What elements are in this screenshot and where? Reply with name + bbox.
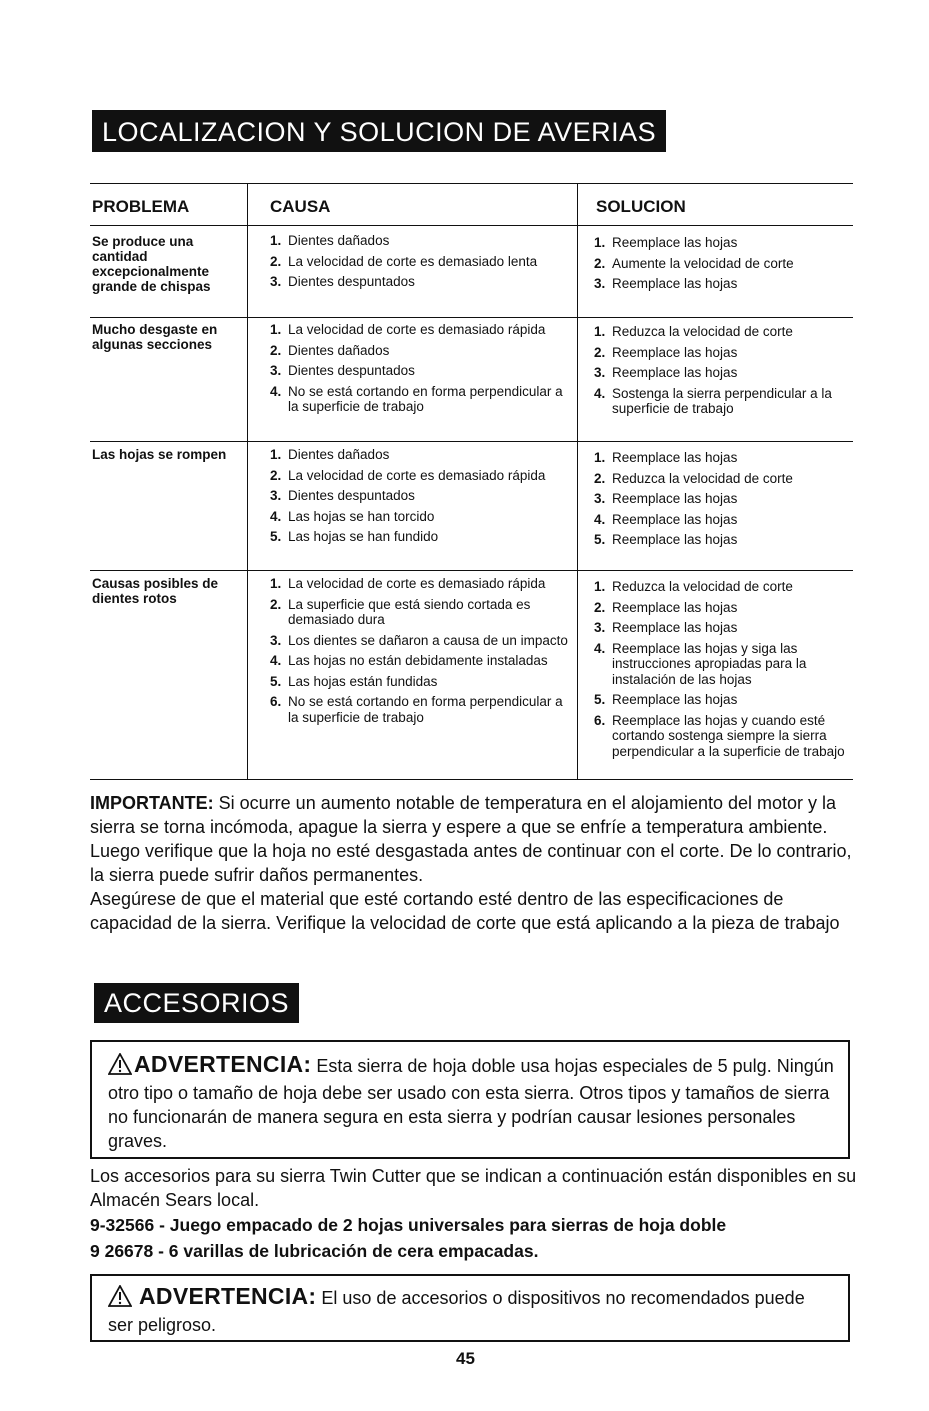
solution-item: [594, 620, 852, 636]
column-divider: [577, 183, 578, 779]
item-number: 1.: [594, 324, 606, 339]
item-number: 2.: [594, 344, 606, 360]
accessory-part-wax: 9 26678 - 6 varillas de lubricación de cera empacadas.: [90, 1241, 539, 1261]
item-text: No se está cortando en forma perpendicular a la superficie de trabajo: [288, 383, 563, 414]
column-divider: [247, 183, 248, 779]
item-text: Las hojas no están debidamente instaladas: [288, 653, 548, 668]
cause-item: [270, 674, 570, 690]
solution-item: [594, 579, 852, 595]
cause-item: [270, 529, 570, 545]
item-number: 2.: [594, 255, 606, 271]
item-text: Reemplace las hojas: [612, 276, 738, 291]
item-number: 1.: [270, 576, 282, 591]
cause-list: [270, 233, 570, 295]
cause-item: [270, 384, 570, 415]
item-text: La velocidad de corte es demasiado lenta: [288, 253, 538, 269]
item-text: Aumente la velocidad de corte: [612, 255, 794, 271]
item-text: Reemplace las hojas: [612, 599, 738, 615]
cause-list: [270, 322, 570, 420]
solution-item: [594, 600, 852, 616]
cause-item: [270, 447, 570, 463]
item-text: Las hojas se han torcido: [288, 508, 435, 524]
cause-item: [270, 488, 570, 504]
cause-item: [270, 363, 570, 379]
cause-item: [270, 274, 570, 290]
header-problema: PROBLEMA: [92, 197, 190, 216]
item-text: La velocidad de corte es demasiado rápida: [288, 576, 546, 591]
troubleshooting-table: [90, 183, 853, 779]
item-number: 4.: [594, 511, 606, 527]
item-number: 3.: [270, 363, 282, 378]
item-text: Reduzca la velocidad de corte: [612, 324, 793, 339]
troubleshooting-title: LOCALIZACION Y SOLUCION DE AVERIAS: [92, 110, 666, 152]
item-number: 3.: [270, 488, 282, 503]
item-number: 3.: [270, 632, 282, 648]
solution-item: [594, 450, 852, 466]
item-text: Dientes despuntados: [288, 488, 415, 503]
item-text: Las hojas están fundidas: [288, 673, 438, 689]
solution-item: [594, 324, 852, 340]
capacity-note: Asegúrese de que el material que esté cortando esté dentro de las especificaciones de capacidad de la sierra. Verifique la velocidad de corte que está aplicando a la pieza de trabajo: [90, 889, 840, 933]
row-rule: [90, 441, 853, 442]
item-number: 3.: [270, 274, 282, 289]
item-number: 1.: [270, 447, 282, 462]
cause-item: [270, 233, 570, 249]
item-number: 4.: [594, 640, 606, 656]
problem-cell: Mucho desgaste en algunas secciones: [92, 322, 218, 352]
item-number: 2.: [594, 599, 606, 615]
cause-list: [270, 447, 570, 550]
cause-item: [270, 254, 570, 270]
accessory-part-blades: 9-32566 - Juego empacado de 2 hojas universales para sierras de hoja doble: [90, 1215, 727, 1235]
item-number: 5.: [270, 673, 282, 689]
item-text: Dientes despuntados: [288, 274, 415, 289]
solution-item: [594, 386, 852, 417]
item-text: Dientes dañados: [288, 342, 390, 358]
important-label: IMPORTANTE:: [90, 793, 214, 813]
important-note: [90, 791, 860, 935]
cause-item: [270, 576, 570, 592]
cause-item: [270, 597, 570, 628]
item-number: 4.: [594, 385, 606, 401]
item-number: 1.: [594, 579, 606, 594]
cause-item: [270, 322, 570, 338]
table-bottom-rule: [90, 779, 853, 780]
item-text: Reemplace las hojas: [612, 620, 738, 635]
solution-item: [594, 365, 852, 381]
header-rule: [90, 225, 853, 226]
item-text: Reemplace las hojas: [612, 692, 738, 707]
item-number: 3.: [594, 276, 606, 291]
warning-label: ADVERTENCIA:: [139, 1283, 317, 1309]
cause-item: [270, 633, 570, 649]
cause-item: [270, 694, 570, 725]
item-text: No se está cortando en forma perpendicular a la superficie de trabajo: [288, 694, 563, 725]
problem-cell: Las hojas se rompen: [92, 447, 227, 462]
accessories-intro: Los accesorios para su sierra Twin Cutter que se indican a continuación están disponibles en su Almacén Sears local.: [90, 1166, 857, 1210]
item-number: 1.: [594, 235, 606, 250]
item-number: 5.: [594, 692, 606, 707]
item-text: Dientes dañados: [288, 233, 390, 248]
item-text: Reemplace las hojas: [612, 511, 738, 527]
solution-list: [594, 235, 852, 297]
solution-list: [594, 324, 852, 422]
item-number: 5.: [594, 532, 606, 547]
item-text: La velocidad de corte es demasiado rápida: [288, 467, 546, 483]
item-number: 2.: [270, 596, 282, 612]
item-number: 6.: [270, 694, 282, 709]
solution-list: [594, 450, 852, 553]
solution-item: [594, 471, 852, 487]
item-text: Las hojas se han fundido: [288, 529, 439, 544]
item-text: Reemplace las hojas: [612, 235, 738, 250]
item-text: Reduzca la velocidad de corte: [612, 579, 793, 594]
warning-triangle-icon: [108, 1285, 132, 1313]
item-text: Reemplace las hojas: [612, 450, 738, 465]
item-text: Los dientes se dañaron a causa de un impacto: [288, 632, 568, 648]
item-number: 5.: [270, 529, 282, 544]
cause-item: [270, 343, 570, 359]
solution-item: [594, 713, 852, 760]
item-text: Dientes despuntados: [288, 363, 415, 378]
item-number: 4.: [270, 383, 282, 399]
solution-item: [594, 256, 852, 272]
item-text: Reemplace las hojas y cuando esté cortando sostenga siempre la sierra perpendicular a la superficie de trabajo: [612, 712, 845, 759]
warning-box-accessories: [90, 1274, 850, 1342]
header-solucion: SOLUCION: [596, 197, 686, 216]
item-text: La superficie que está siendo cortada es demasiado dura: [288, 596, 531, 627]
solution-item: [594, 532, 852, 548]
solution-item: [594, 345, 852, 361]
row-rule: [90, 317, 853, 318]
table-top-rule: [90, 183, 853, 184]
item-number: 3.: [594, 365, 606, 380]
item-text: Reemplace las hojas: [612, 365, 738, 380]
warning-text: Esta sierra de hoja doble usa hojas especiales de 5 pulg. Ningún otro tipo o tamaño de hoja debe ser usado con esta sierra. Otros tipos y tamaños de sierra no funcionarán de manera segura en esta sierra y podrían causar lesiones personales graves.: [108, 1056, 834, 1151]
item-text: La velocidad de corte es demasiado rápida: [288, 322, 546, 337]
item-number: 6.: [594, 712, 606, 728]
item-number: 4.: [270, 508, 282, 524]
problem-cell: Causas posibles de dientes rotos: [92, 576, 219, 606]
cause-item: [270, 653, 570, 669]
solution-item: [594, 512, 852, 528]
item-text: Reemplace las hojas y siga las instrucciones apropiadas para la instalación de las hojas: [612, 640, 807, 687]
solution-item: [594, 692, 852, 708]
item-number: 2.: [270, 342, 282, 358]
important-text: Si ocurre un aumento notable de temperatura en el alojamiento del motor y la sierra se torna incómoda, apague la sierra y espere a que se enfríe a temperatura ambiente. Luego verifique que la hoja no esté desgastada antes de continuar con el corte. De lo contrario, la sierra puede sufrir daños permanentes.: [90, 793, 852, 885]
cause-list: [270, 576, 570, 730]
item-number: 1.: [594, 450, 606, 465]
solution-item: [594, 491, 852, 507]
item-number: 2.: [594, 470, 606, 486]
item-number: 2.: [270, 467, 282, 483]
solution-item: [594, 235, 852, 251]
cause-item: [270, 509, 570, 525]
problem-cell: Se produce una cantidad excepcionalmente grande de chispas: [92, 234, 211, 294]
item-text: Reemplace las hojas: [612, 344, 738, 360]
item-text: Sostenga la sierra perpendicular a la superficie de trabajo: [612, 385, 832, 416]
item-number: 2.: [270, 253, 282, 269]
item-text: Reemplace las hojas: [612, 532, 738, 547]
header-causa: CAUSA: [270, 197, 331, 216]
solution-item: [594, 276, 852, 292]
warning-triangle-icon: [108, 1053, 132, 1081]
item-text: Reemplace las hojas: [612, 491, 738, 506]
accessories-title: ACCESORIOS: [94, 983, 299, 1023]
warning-label: ADVERTENCIA:: [134, 1051, 312, 1077]
item-text: Reduzca la velocidad de corte: [612, 470, 793, 486]
solution-item: [594, 641, 852, 688]
item-number: 3.: [594, 491, 606, 506]
row-rule: [90, 570, 853, 571]
item-number: 1.: [270, 233, 282, 248]
warning-box-blades: [90, 1040, 850, 1159]
item-number: 4.: [270, 653, 282, 668]
item-number: 3.: [594, 620, 606, 635]
solution-list: [594, 579, 852, 764]
warning-text: El uso de accesorios o dispositivos no recomendados puede ser peligroso.: [108, 1288, 805, 1335]
cause-item: [270, 468, 570, 484]
item-number: 1.: [270, 322, 282, 337]
item-text: Dientes dañados: [288, 447, 390, 462]
page-number: 45: [456, 1349, 475, 1368]
